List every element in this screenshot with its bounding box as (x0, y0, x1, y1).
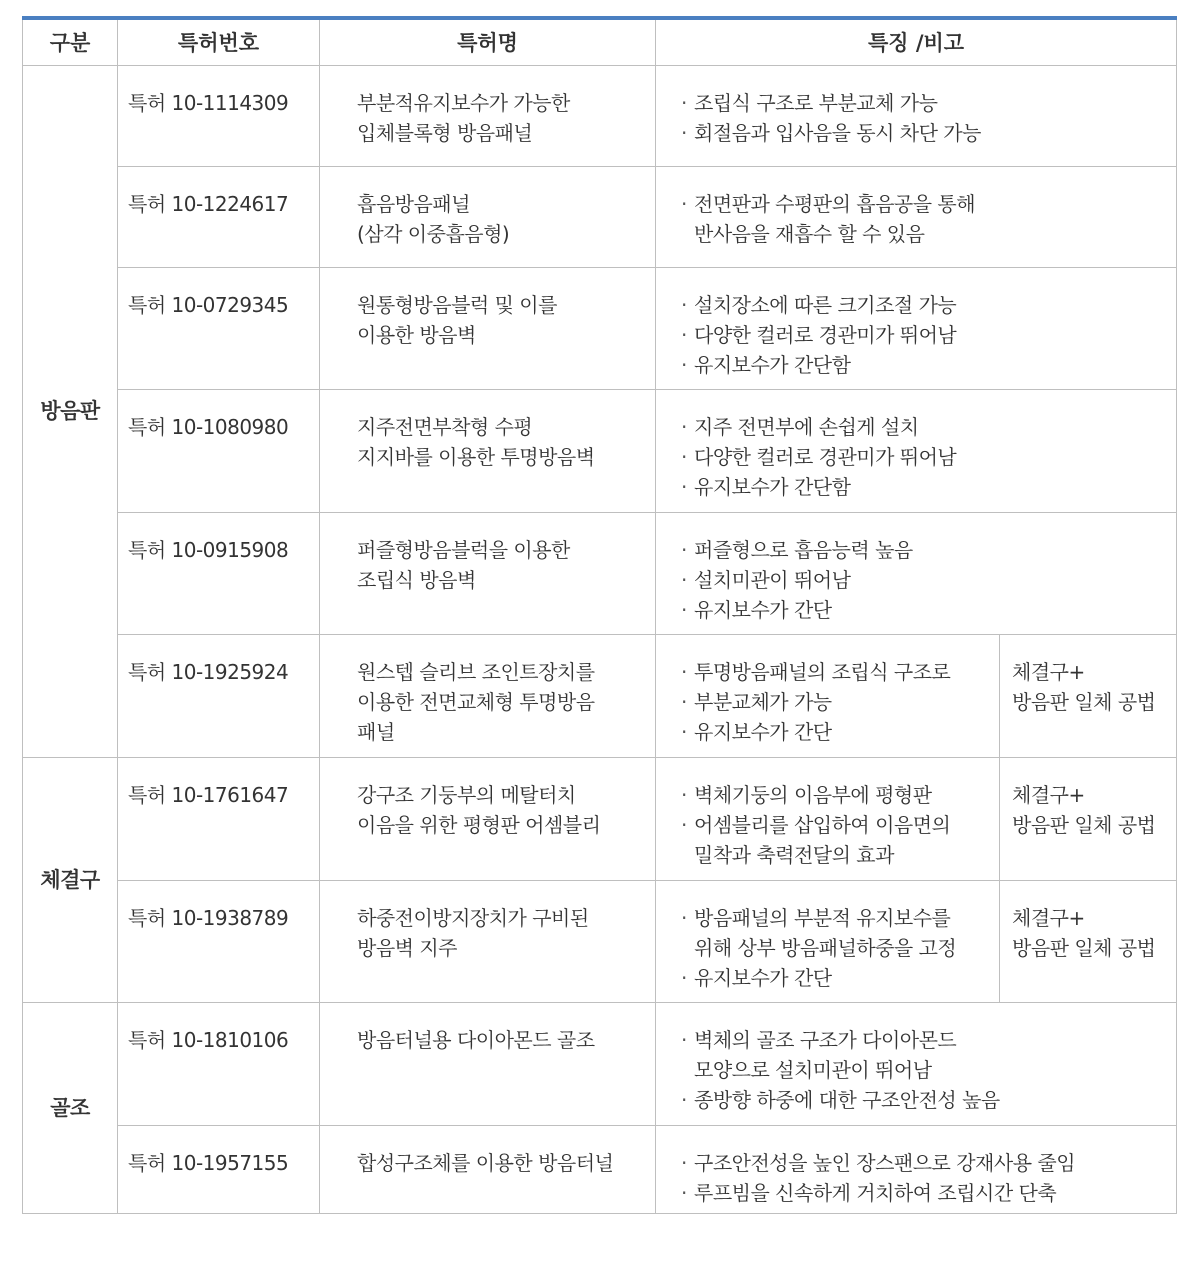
feature-item (681, 535, 1176, 565)
patent-name-line: 패널 (357, 719, 395, 744)
feature-line: 모양으로 설치미관이 뛰어남 (694, 1057, 932, 1082)
header-patent-no: 특허번호 (118, 18, 320, 65)
feature-line: 부분교체가 가능 (694, 689, 832, 714)
feature-line: 유지보수가 간단 (694, 965, 832, 990)
patent-name (320, 1125, 656, 1213)
table-body (23, 65, 1177, 1213)
header-row (23, 18, 1177, 65)
feature-item (681, 687, 999, 717)
feature-item (681, 810, 999, 870)
bullet-dot: · (681, 191, 687, 216)
bullet-dot: · (681, 689, 687, 714)
feature-line: 설치미관이 뛰어남 (694, 567, 851, 592)
patent-number: 특허 10-1810106 (118, 1002, 320, 1125)
feature-item (681, 1025, 1176, 1085)
table-row (23, 757, 1177, 880)
patent-name-line: 이용한 전면교체형 투명방음 (357, 689, 595, 714)
bullet-dot: · (681, 719, 687, 744)
feature-item (681, 350, 1176, 380)
patent-name (320, 267, 656, 389)
table-row (23, 634, 1177, 757)
patent-name (320, 757, 656, 880)
bullet-dot: · (681, 537, 687, 562)
feature-line: 루프빔을 신속하게 거치하여 조립시간 단축 (694, 1180, 1057, 1205)
patent-name (320, 634, 656, 757)
bullet-dot: · (681, 1150, 687, 1175)
table-row (23, 65, 1177, 166)
feature-item (681, 657, 999, 687)
feature-item (681, 1148, 1176, 1178)
patent-name-line: 지주전면부착형 수평 (357, 414, 533, 439)
note-line: 방음판 일체 공법 (1012, 689, 1156, 714)
patent-name (320, 389, 656, 512)
feature-item (681, 1178, 1176, 1208)
feature-line: 벽체의 골조 구조가 다이아몬드 (694, 1027, 957, 1052)
feature-item (681, 595, 1176, 625)
patent-name-line: 강구조 기둥부의 메탈터치 (357, 782, 576, 807)
note-line: 방음판 일체 공법 (1012, 812, 1156, 837)
patent-name-line: 지지바를 이용한 투명방음벽 (357, 444, 595, 469)
bullet-dot: · (681, 90, 687, 115)
feature-item (681, 88, 1176, 118)
table-row (23, 166, 1177, 267)
feature-line: 유지보수가 간단함 (694, 474, 851, 499)
table-row (23, 512, 1177, 634)
bullet-dot: · (681, 905, 687, 930)
feature-line: 지주 전면부에 손쉽게 설치 (694, 414, 919, 439)
patent-name (320, 166, 656, 267)
feature-line: 회절음과 입사음을 동시 차단 가능 (694, 120, 981, 145)
features-cell (656, 389, 1177, 512)
note-cell (1000, 880, 1177, 1002)
feature-line: 구조안전성을 높인 장스팬으로 강재사용 줄임 (694, 1150, 1076, 1175)
feature-item (681, 1085, 1176, 1115)
feature-line: 설치장소에 따른 크기조절 가능 (694, 292, 957, 317)
category-cell: 체결구 (23, 757, 118, 1002)
patent-number: 특허 10-1080980 (118, 389, 320, 512)
table-row (23, 389, 1177, 512)
feature-line: 전면판과 수평판의 흡음공을 통해 (694, 191, 976, 216)
feature-item (681, 780, 999, 810)
feature-item (681, 565, 1176, 595)
patent-name-line: 이용한 방음벽 (357, 322, 476, 347)
feature-item (681, 472, 1176, 502)
bullet-dot: · (681, 322, 687, 347)
note-line: 방음판 일체 공법 (1012, 935, 1156, 960)
patent-number: 특허 10-1224617 (118, 166, 320, 267)
feature-line: 종방향 하중에 대한 구조안전성 높음 (694, 1087, 1000, 1112)
patent-name-line: 퍼즐형방음블럭을 이용한 (357, 537, 570, 562)
patent-number: 특허 10-1925924 (118, 634, 320, 757)
table-row (23, 1125, 1177, 1213)
feature-line: 방음패널의 부분적 유지보수를 (694, 905, 951, 930)
bullet-dot: · (681, 965, 687, 990)
note-cell (1000, 634, 1177, 757)
feature-item (681, 903, 999, 963)
patent-number: 특허 10-1114309 (118, 65, 320, 166)
patent-table (22, 16, 1177, 1214)
patent-name-line: 원스텝 슬리브 조인트장치를 (357, 659, 595, 684)
patent-number: 특허 10-0729345 (118, 267, 320, 389)
patent-name-line: 조립식 방음벽 (357, 567, 476, 592)
note-line: 체결구+ (1012, 659, 1085, 684)
bullet-dot: · (681, 474, 687, 499)
feature-line: 반사음을 재흡수 할 수 있음 (694, 221, 925, 246)
bullet-dot: · (681, 352, 687, 377)
bullet-dot: · (681, 1180, 687, 1205)
bullet-dot: · (681, 444, 687, 469)
patent-name (320, 512, 656, 634)
bullet-dot: · (681, 414, 687, 439)
table-row (23, 880, 1177, 1002)
note-line: 체결구+ (1012, 782, 1085, 807)
bullet-dot: · (681, 120, 687, 145)
patent-name (320, 880, 656, 1002)
features-cell (656, 880, 1000, 1002)
patent-name (320, 1002, 656, 1125)
table-row (23, 267, 1177, 389)
patent-number: 특허 10-1957155 (118, 1125, 320, 1213)
features-cell (656, 166, 1177, 267)
bullet-dot: · (681, 812, 687, 837)
patent-name-line: 원통형방음블럭 및 이를 (357, 292, 557, 317)
feature-item (681, 442, 1176, 472)
category-cell: 방음판 (23, 65, 118, 757)
features-cell (656, 65, 1177, 166)
patent-name-line: 입체블록형 방음패널 (357, 120, 533, 145)
category-cell: 골조 (23, 1002, 118, 1213)
bullet-dot: · (681, 597, 687, 622)
patent-name-line: 합성구조체를 이용한 방음터널 (357, 1150, 614, 1175)
feature-line: 벽체기둥의 이음부에 평형판 (694, 782, 932, 807)
feature-line: 유지보수가 간단함 (694, 352, 851, 377)
note-line: 체결구+ (1012, 905, 1085, 930)
feature-item (681, 963, 999, 993)
feature-line: 유지보수가 간단 (694, 719, 832, 744)
patent-number: 특허 10-0915908 (118, 512, 320, 634)
bullet-dot: · (681, 1087, 687, 1112)
feature-item (681, 118, 1176, 148)
patent-table-container (22, 16, 1176, 1214)
feature-line: 다양한 컬러로 경관미가 뛰어남 (694, 444, 957, 469)
header-patent-name: 특허명 (320, 18, 656, 65)
feature-line: 퍼즐형으로 흡음능력 높음 (694, 537, 913, 562)
feature-line: 어셈블리를 삽입하여 이음면의 (694, 812, 951, 837)
patent-name-line: 부분적유지보수가 가능한 (357, 90, 570, 115)
note-cell (1000, 757, 1177, 880)
patent-name-line: 방음터널용 다이아몬드 골조 (357, 1027, 595, 1052)
patent-name-line: 이음을 위한 평형판 어셈블리 (357, 812, 601, 837)
feature-item (681, 290, 1176, 320)
features-cell (656, 267, 1177, 389)
features-cell (656, 634, 1000, 757)
patent-name-line: 하중전이방지장치가 구비된 (357, 905, 589, 930)
feature-line: 위해 상부 방음패널하중을 고정 (694, 935, 957, 960)
patent-number: 특허 10-1938789 (118, 880, 320, 1002)
patent-name (320, 65, 656, 166)
feature-item (681, 412, 1176, 442)
feature-item (681, 717, 999, 747)
feature-item (681, 189, 1176, 249)
patent-name-line: 흡음방음패널 (357, 191, 470, 216)
patent-number: 특허 10-1761647 (118, 757, 320, 880)
header-features: 특징 /비고 (656, 18, 1177, 65)
feature-line: 밀착과 축력전달의 효과 (694, 842, 894, 867)
bullet-dot: · (681, 567, 687, 592)
table-row (23, 1002, 1177, 1125)
header-category: 구분 (23, 18, 118, 65)
features-cell (656, 1125, 1177, 1213)
bullet-dot: · (681, 782, 687, 807)
feature-item (681, 320, 1176, 350)
feature-line: 조립식 구조로 부분교체 가능 (694, 90, 938, 115)
bullet-dot: · (681, 1027, 687, 1052)
feature-line: 투명방음패널의 조립식 구조로 (694, 659, 951, 684)
features-cell (656, 512, 1177, 634)
features-cell (656, 757, 1000, 880)
bullet-dot: · (681, 292, 687, 317)
features-cell (656, 1002, 1177, 1125)
patent-name-line: 방음벽 지주 (357, 935, 457, 960)
feature-line: 유지보수가 간단 (694, 597, 832, 622)
feature-line: 다양한 컬러로 경관미가 뛰어남 (694, 322, 957, 347)
patent-name-line: (삼각 이중흡음형) (357, 221, 510, 246)
bullet-dot: · (681, 659, 687, 684)
